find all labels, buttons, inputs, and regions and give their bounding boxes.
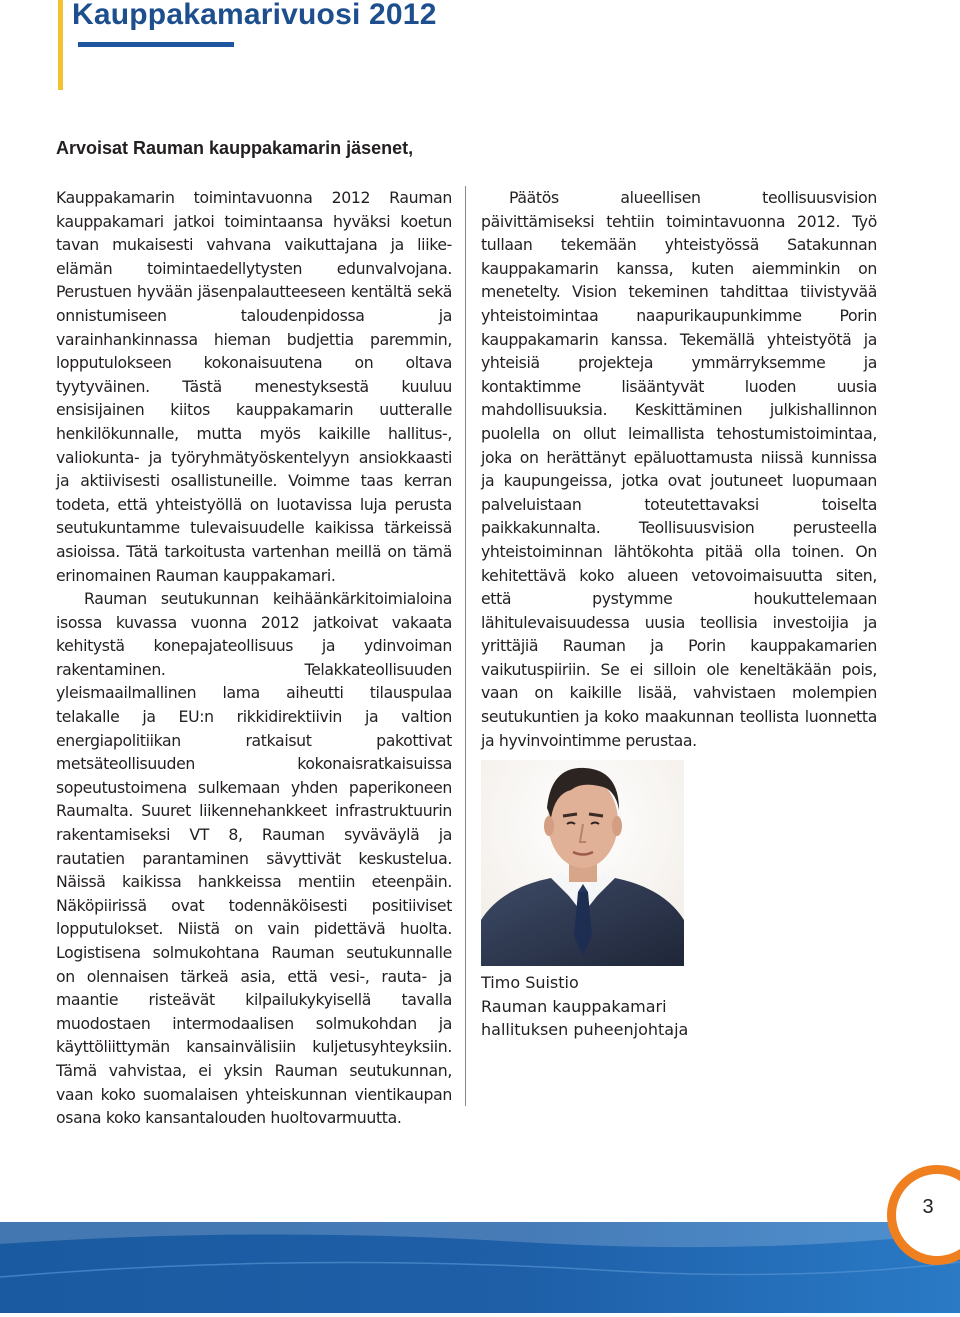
greeting-heading: Arvoisat Rauman kauppakamarin jäsenet,	[56, 138, 414, 158]
caption-organization: Rauman kauppakamari	[481, 996, 667, 1016]
portrait-photo	[481, 760, 684, 966]
left-text-column	[56, 186, 452, 1130]
portrait-illustration	[481, 760, 684, 966]
left-paragraph: Rauman seutukunnan keihäänkärkitoimialoina isossa kuvassa vuonna 2012 jatkoivat vakaata kehitystä konepajateollisuus ja ydinvoiman rakentaminen. Telakkateollisuuden yleismaailmallinen lama aiheutti tilauspulaa telakalle ja EU:n rikkidirektiivin ja valtion energiapolitiikan ratkaisut pakottivat metsäteollisuuden kokonaisratkaisuissa sopeutustoimena sulkemaan yhden paperikoneen Raumalta. Suuret liikennehankkeet infrastruktuurin rakentamiseksi VT 8, Rauman syväväylä ja rautatien parantaminen sävyttivät keskustelua. Näissä kaikissa hankkeissa mentiin eteenpäin. Näköpiirissä ovat todennäköisesti positiiviset lopputulokset. Niistä on vain pidettävä huolta. Logistisena solmukohtana Rauman seutukunnalle on olennaisen tärkeä asia, että vesi-, rauta- ja maantie risteävät kilpailukykyisellä tavalla muodostaen intermodaalisen solmukohdan ja käyttöliittymän kansainvälisiin kuljetusyhteyksiin. Tämä vahvistaa, ei yksin Rauman seutukunnan, vaan koko suomalaisen yhteiskunnan vientikaupan osana koko kansantalouden huoltovarmuutta.	[56, 589, 452, 1128]
left-paragraph: Kauppakamarin toimintavuonna 2012 Rauman kauppakamari jatkoi toimintaansa hyväksi koetun tavan mukaisesti vahvana vaikuttajana ja liike-elämän toimintaedellytysten edunvalvojana. Perustuen hyvään jäsenpalautteeseen kentältä sekä onnistumiseen taloudenpidossa ja varainhankinnassa hieman budjettia paremmin, lopputulokseen kokonaisuutena on oltava tyytyväinen. Tästä menestyksestä kuuluu ensisijainen kiitos kauppakamarin uutteralle henkilökunnalle, mutta myös kaikille hallitus-, valiokunta- ja työryhmätyöskentelyyn ansiokkaasti ja aktiivisesti osallistuneille. Voimme taas kerran todeta, että yhteistyöllä on luotavissa luja perusta seutukuntamme tulevaisuudelle kaikissa tärkeissä asioissa. Tätä tarkoitusta vartenhan meillä on tämä erinomainen Rauman kauppakamari.	[56, 188, 452, 585]
footer-wave	[0, 1222, 960, 1313]
column-divider	[465, 186, 466, 1106]
caption-role: hallituksen puheenjohtaja	[481, 1020, 689, 1040]
page-title: Kauppakamarivuosi 2012	[72, 0, 437, 31]
header-accent-bar	[58, 0, 63, 90]
photo-caption	[481, 971, 688, 1042]
right-text-column	[481, 186, 877, 752]
footer-wave-graphic	[0, 1222, 960, 1313]
page-number: 3	[922, 1196, 934, 1218]
title-underline	[78, 42, 234, 47]
right-paragraph: Päätös alueellisen teollisuusvision päivittämiseksi tehtiin toimintavuonna 2012. Työ tullaan tekemään yhteistyössä Satakunnan kauppakamarin kanssa, kuten aiemminkin on menetelty. Vision tekeminen tahdittaa tiivistyvää yhteistoimintaa naapurikaupunkimme Porin kauppakamarin kanssa. Tekemällä yhteistyötä ja yhteisiä projekteja ymmärryksemme ja kontaktimme lisääntyvät luoden uusia mahdollisuuksia. Keskittäminen julkishallinnon puolella on ollut leimallista tehostumistoimintaa, joka on herättänyt epäluottamusta niissä kunnissa ja kaupungeissa, jotka ovat joutuneet luopumaan palveluistaan toteutettavaksi toiselta paikkakunnalta. Teollisuusvision perusteella yhteistoiminnan lähtökohta pitää olla toinen. On kehitettävä koko alueen vetovoimaisuutta siten, että pystymme houkuttelemaan lähitulevaisuudessa uusia teollisia investoijia ja yrittäjiä Rauman ja Porin kauppakamarien vaikutuspiiriin. Se ei silloin ole keneltäkään pois, vaan on kaikille lisää, vahvistaen molempien seutukuntien ja koko maakunnan teollista luonnetta ja hyvinvointimme perustaa.	[481, 188, 877, 750]
caption-name: Timo Suistio	[481, 973, 579, 992]
